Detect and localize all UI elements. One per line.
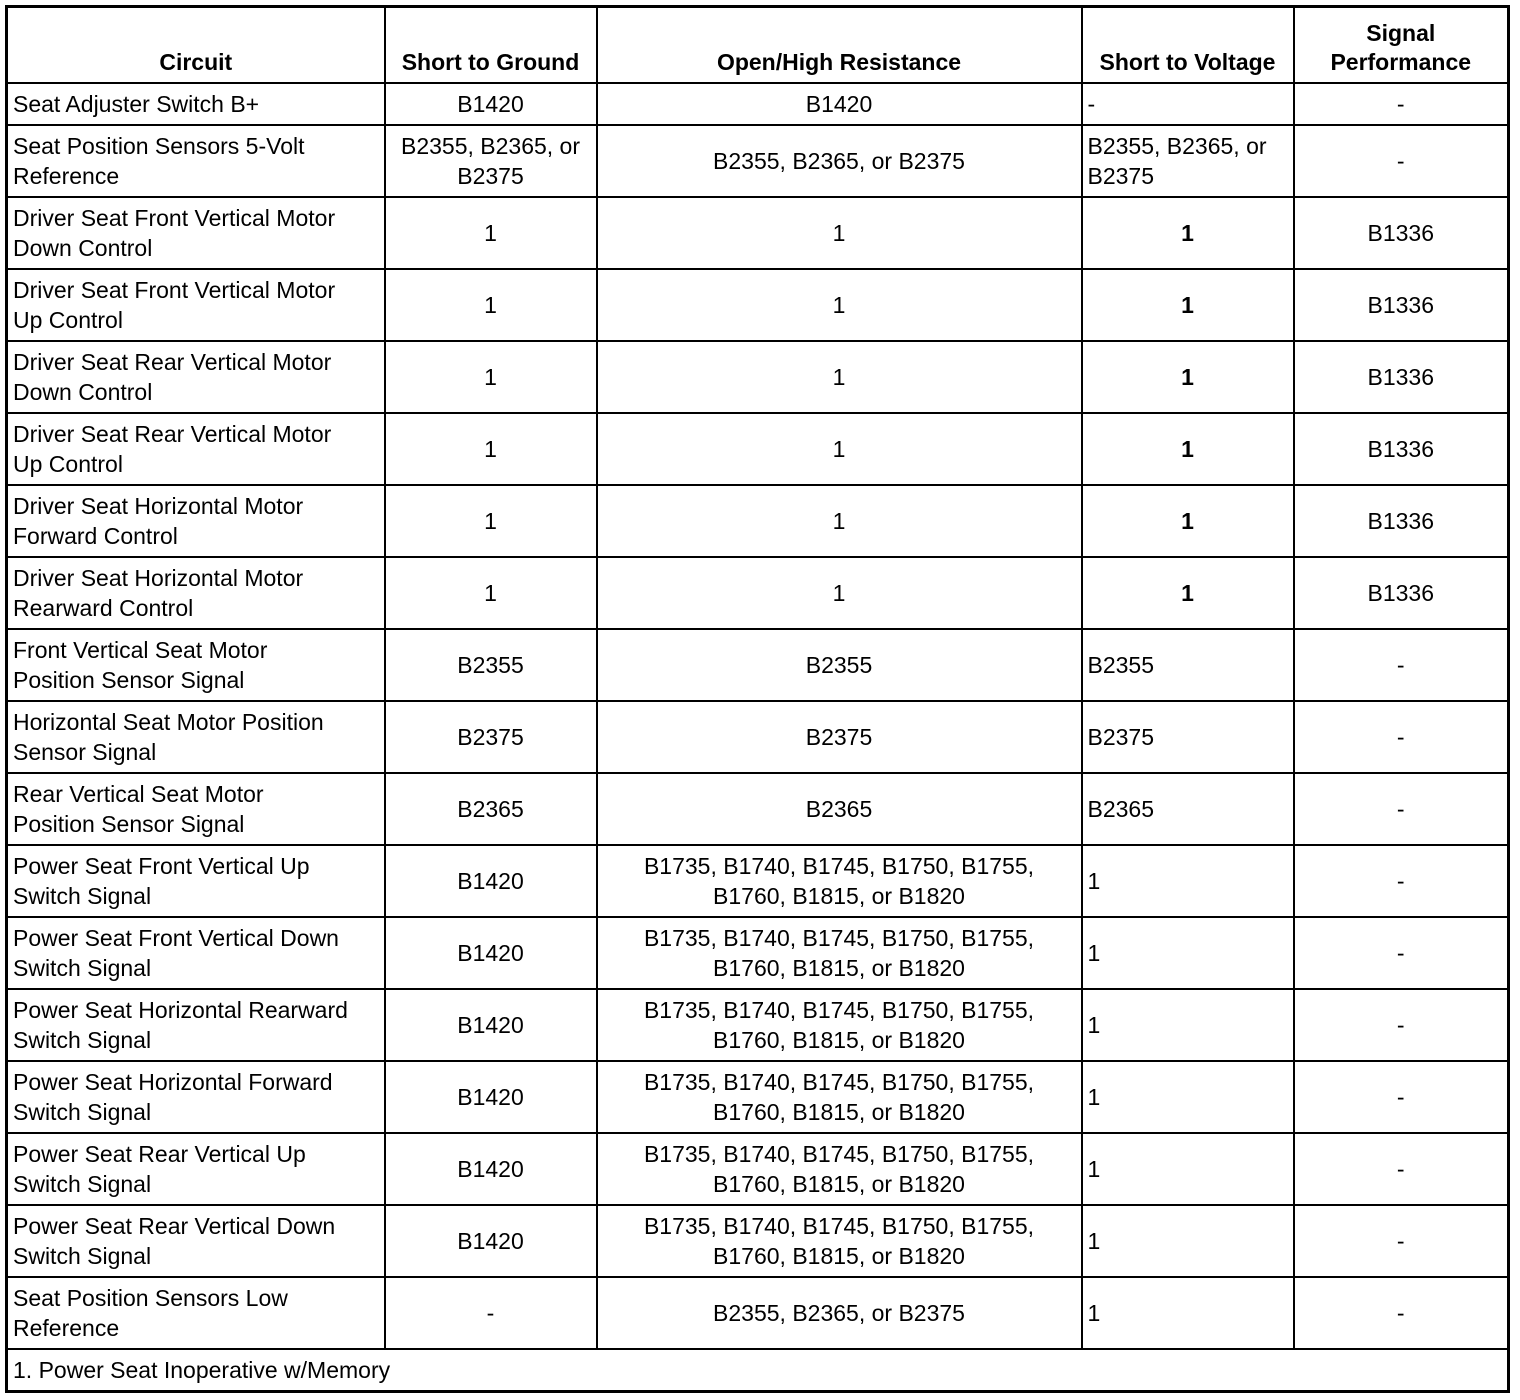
cell-signal-performance: B1336: [1294, 485, 1509, 557]
footnote-row: [7, 1349, 1509, 1392]
cell-short-to-voltage: 1: [1082, 1277, 1294, 1349]
cell-short-to-voltage: 1: [1082, 197, 1294, 269]
footnote: 1. Power Seat Inoperative w/Memory: [7, 1349, 1509, 1392]
cell-short-to-voltage: B2365: [1082, 773, 1294, 845]
cell-open-high-resistance: B2365: [597, 773, 1082, 845]
table-row: [7, 1277, 1509, 1349]
cell-circuit: Seat Position Sensors 5-Volt Reference: [7, 125, 385, 197]
cell-circuit: Seat Position Sensors Low Reference: [7, 1277, 385, 1349]
cell-signal-performance: -: [1294, 629, 1509, 701]
cell-open-high-resistance: 1: [597, 485, 1082, 557]
cell-short-to-ground: B1420: [385, 1061, 597, 1133]
cell-signal-performance: -: [1294, 1277, 1509, 1349]
cell-signal-performance: B1336: [1294, 197, 1509, 269]
cell-short-to-ground: B2355: [385, 629, 597, 701]
cell-open-high-resistance: B1735, B1740, B1745, B1750, B1755, B1760, B1815, or B1820: [597, 1205, 1082, 1277]
table-row: [7, 197, 1509, 269]
cell-signal-performance: B1336: [1294, 413, 1509, 485]
cell-short-to-voltage: -: [1082, 83, 1294, 125]
cell-short-to-voltage: B2375: [1082, 701, 1294, 773]
cell-circuit: Power Seat Rear Vertical Up Switch Signal: [7, 1133, 385, 1205]
cell-open-high-resistance: B1735, B1740, B1745, B1750, B1755, B1760, B1815, or B1820: [597, 989, 1082, 1061]
cell-short-to-ground: B1420: [385, 989, 597, 1061]
cell-open-high-resistance: B1420: [597, 83, 1082, 125]
cell-open-high-resistance: B2355, B2365, or B2375: [597, 125, 1082, 197]
cell-open-high-resistance: 1: [597, 557, 1082, 629]
table-row: [7, 557, 1509, 629]
cell-short-to-voltage: 1: [1082, 341, 1294, 413]
header-short-to-ground: Short to Ground: [385, 7, 597, 84]
cell-circuit: Horizontal Seat Motor Position Sensor Signal: [7, 701, 385, 773]
table-row: [7, 701, 1509, 773]
cell-short-to-voltage: B2355: [1082, 629, 1294, 701]
cell-short-to-ground: 1: [385, 413, 597, 485]
cell-short-to-ground: -: [385, 1277, 597, 1349]
header-signal-performance: Signal Performance: [1294, 7, 1509, 84]
cell-short-to-voltage: 1: [1082, 845, 1294, 917]
table-row: [7, 989, 1509, 1061]
cell-circuit: Driver Seat Front Vertical Motor Down Control: [7, 197, 385, 269]
cell-signal-performance: B1336: [1294, 269, 1509, 341]
header-circuit: Circuit: [7, 7, 385, 84]
cell-open-high-resistance: B1735, B1740, B1745, B1750, B1755, B1760, B1815, or B1820: [597, 1061, 1082, 1133]
cell-short-to-ground: B1420: [385, 1205, 597, 1277]
cell-circuit: Power Seat Front Vertical Down Switch Signal: [7, 917, 385, 989]
cell-circuit: Driver Seat Rear Vertical Motor Down Control: [7, 341, 385, 413]
cell-short-to-ground: B2355, B2365, or B2375: [385, 125, 597, 197]
cell-signal-performance: -: [1294, 125, 1509, 197]
cell-short-to-voltage: 1: [1082, 989, 1294, 1061]
cell-signal-performance: -: [1294, 989, 1509, 1061]
cell-open-high-resistance: 1: [597, 269, 1082, 341]
cell-short-to-ground: B1420: [385, 845, 597, 917]
circuit-dtc-table: [5, 5, 1510, 1393]
cell-open-high-resistance: B2375: [597, 701, 1082, 773]
table-row: [7, 413, 1509, 485]
cell-short-to-ground: B2365: [385, 773, 597, 845]
header-row: [7, 7, 1509, 84]
cell-signal-performance: -: [1294, 1205, 1509, 1277]
table-row: [7, 83, 1509, 125]
cell-circuit: Driver Seat Horizontal Motor Forward Control: [7, 485, 385, 557]
cell-open-high-resistance: 1: [597, 413, 1082, 485]
table-row: [7, 485, 1509, 557]
cell-short-to-ground: 1: [385, 485, 597, 557]
table-row: [7, 125, 1509, 197]
cell-short-to-ground: 1: [385, 557, 597, 629]
cell-short-to-ground: 1: [385, 197, 597, 269]
cell-circuit: Seat Adjuster Switch B+: [7, 83, 385, 125]
cell-open-high-resistance: B2355: [597, 629, 1082, 701]
cell-short-to-voltage: 1: [1082, 917, 1294, 989]
cell-short-to-ground: B1420: [385, 1133, 597, 1205]
cell-open-high-resistance: 1: [597, 197, 1082, 269]
cell-circuit: Power Seat Horizontal Forward Switch Signal: [7, 1061, 385, 1133]
table-row: [7, 917, 1509, 989]
cell-short-to-voltage: 1: [1082, 1061, 1294, 1133]
cell-circuit: Power Seat Front Vertical Up Switch Signal: [7, 845, 385, 917]
cell-signal-performance: -: [1294, 845, 1509, 917]
cell-short-to-voltage: 1: [1082, 269, 1294, 341]
table-row: [7, 629, 1509, 701]
dtc-table-container: [5, 5, 1510, 1393]
cell-short-to-ground: B2375: [385, 701, 597, 773]
cell-short-to-ground: B1420: [385, 83, 597, 125]
cell-short-to-voltage: 1: [1082, 557, 1294, 629]
cell-circuit: Power Seat Rear Vertical Down Switch Signal: [7, 1205, 385, 1277]
cell-signal-performance: B1336: [1294, 557, 1509, 629]
cell-short-to-ground: B1420: [385, 917, 597, 989]
cell-short-to-ground: 1: [385, 341, 597, 413]
cell-open-high-resistance: B2355, B2365, or B2375: [597, 1277, 1082, 1349]
cell-open-high-resistance: B1735, B1740, B1745, B1750, B1755, B1760, B1815, or B1820: [597, 845, 1082, 917]
cell-signal-performance: -: [1294, 701, 1509, 773]
header-short-to-voltage: Short to Voltage: [1082, 7, 1294, 84]
cell-circuit: Driver Seat Front Vertical Motor Up Control: [7, 269, 385, 341]
cell-signal-performance: B1336: [1294, 341, 1509, 413]
table-row: [7, 269, 1509, 341]
cell-short-to-voltage: 1: [1082, 413, 1294, 485]
cell-short-to-voltage: 1: [1082, 485, 1294, 557]
cell-open-high-resistance: B1735, B1740, B1745, B1750, B1755, B1760, B1815, or B1820: [597, 917, 1082, 989]
cell-circuit: Driver Seat Horizontal Motor Rearward Control: [7, 557, 385, 629]
cell-short-to-voltage: B2355, B2365, or B2375: [1082, 125, 1294, 197]
cell-signal-performance: -: [1294, 917, 1509, 989]
cell-signal-performance: -: [1294, 1061, 1509, 1133]
cell-open-high-resistance: 1: [597, 341, 1082, 413]
cell-open-high-resistance: B1735, B1740, B1745, B1750, B1755, B1760, B1815, or B1820: [597, 1133, 1082, 1205]
cell-circuit: Front Vertical Seat Motor Position Sensor Signal: [7, 629, 385, 701]
cell-circuit: Driver Seat Rear Vertical Motor Up Control: [7, 413, 385, 485]
table-row: [7, 773, 1509, 845]
table-row: [7, 1061, 1509, 1133]
cell-short-to-voltage: 1: [1082, 1205, 1294, 1277]
header-open-high-resistance: Open/High Resistance: [597, 7, 1082, 84]
cell-short-to-ground: 1: [385, 269, 597, 341]
cell-signal-performance: -: [1294, 83, 1509, 125]
table-row: [7, 1133, 1509, 1205]
table-row: [7, 845, 1509, 917]
cell-circuit: Rear Vertical Seat Motor Position Sensor Signal: [7, 773, 385, 845]
cell-short-to-voltage: 1: [1082, 1133, 1294, 1205]
table-row: [7, 1205, 1509, 1277]
cell-circuit: Power Seat Horizontal Rearward Switch Signal: [7, 989, 385, 1061]
cell-signal-performance: -: [1294, 773, 1509, 845]
table-row: [7, 341, 1509, 413]
cell-signal-performance: -: [1294, 1133, 1509, 1205]
